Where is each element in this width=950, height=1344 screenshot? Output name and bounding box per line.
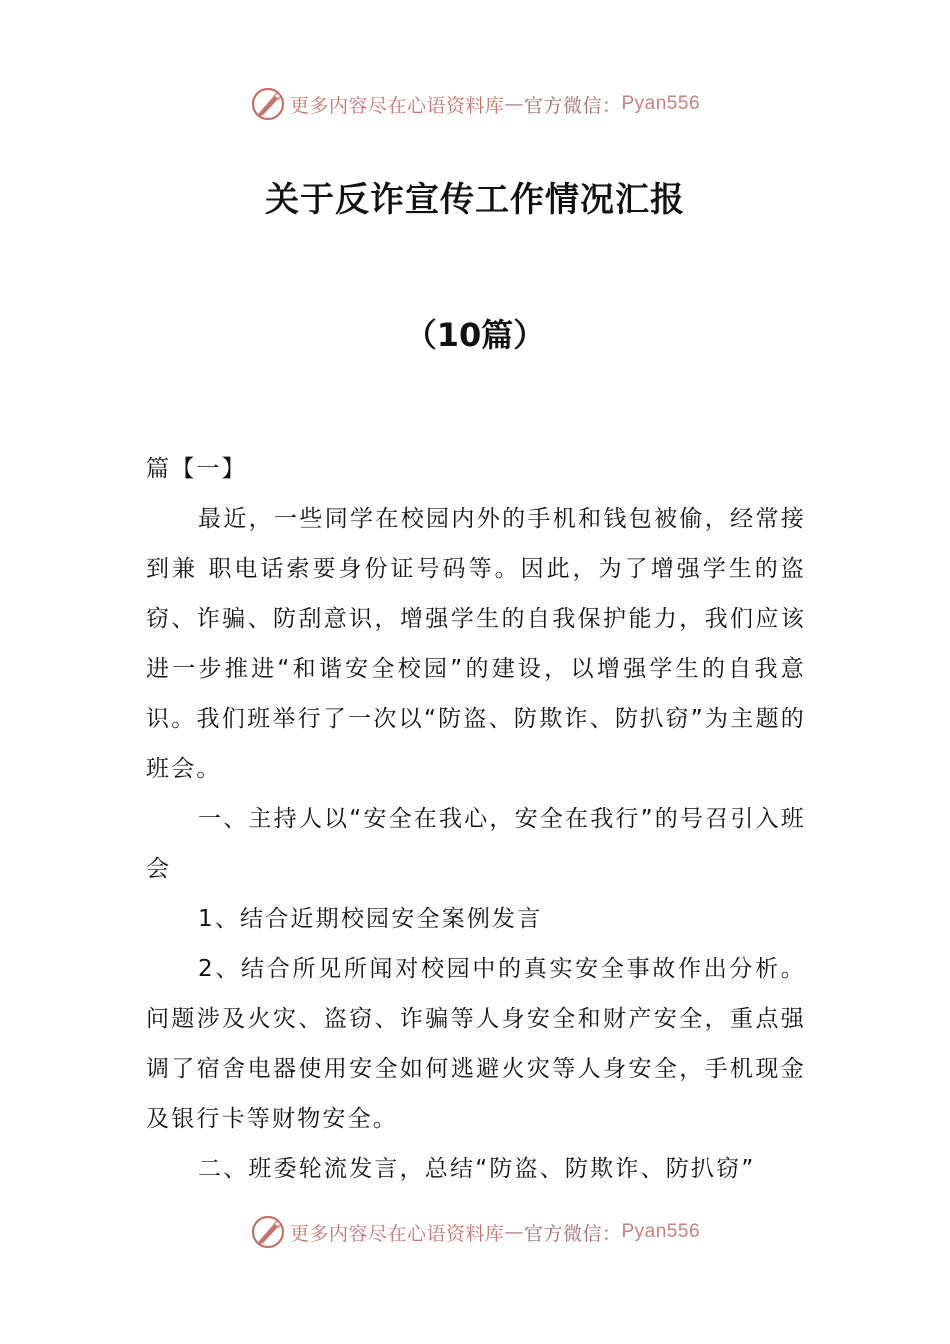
watermark-separator: —	[504, 93, 524, 115]
body-paragraph: 一、主持人以“安全在我心，安全在我行”的号召引入班会	[146, 806, 806, 882]
header-watermark	[0, 82, 950, 126]
watermark-brand: 更多内容尽在心语资料库	[289, 1222, 505, 1245]
body-paragraph: 最近，一些同学在校园内外的手机和钱包被偷，经常接到兼 职电话索要身份证号码等。因此，为了增强学生的盗窃、诈骗、防刮意识，增强学生的自我保护能力，我们应该进一步推进“和谐安全校园”的建设，以增强学生的自我意识。我们班举行了一次以“防盗、防欺诈、防扒窃”为主题的班会。	[146, 506, 806, 782]
document-subtitle: （10篇）	[404, 316, 546, 354]
document-title: 关于反诈宣传工作情况汇报	[265, 180, 685, 220]
pen-logo-icon	[250, 1214, 286, 1250]
watermark-wechat-label: 官方微信：	[523, 94, 622, 117]
document-body	[146, 444, 806, 1194]
watermark-wechat-id: Pyan556	[621, 93, 701, 114]
body-paragraph: 二、班委轮流发言，总结“防盗、防欺诈、防扒窃”	[198, 1156, 756, 1182]
body-paragraph: 2、结合所见所闻对校园中的真实安全事故作出分析。问题涉及火灾、盗窃、诈骗等人身安全和财产安全，重点强调了宿舍电器使用安全如何逃避火灾等人身安全，手机现金及银行卡等财物安全。	[146, 956, 806, 1132]
body-paragraph: 1、结合近期校园安全案例发言	[198, 906, 543, 932]
watermark-wechat-label: 官方微信：	[523, 1222, 622, 1245]
watermark-separator: —	[504, 1221, 524, 1243]
watermark-wechat-id: Pyan556	[621, 1221, 701, 1242]
pen-logo-icon	[250, 86, 286, 122]
footer-watermark	[0, 1210, 950, 1254]
watermark-brand: 更多内容尽在心语资料库	[289, 94, 505, 117]
section-heading: 篇【一】	[146, 456, 247, 482]
